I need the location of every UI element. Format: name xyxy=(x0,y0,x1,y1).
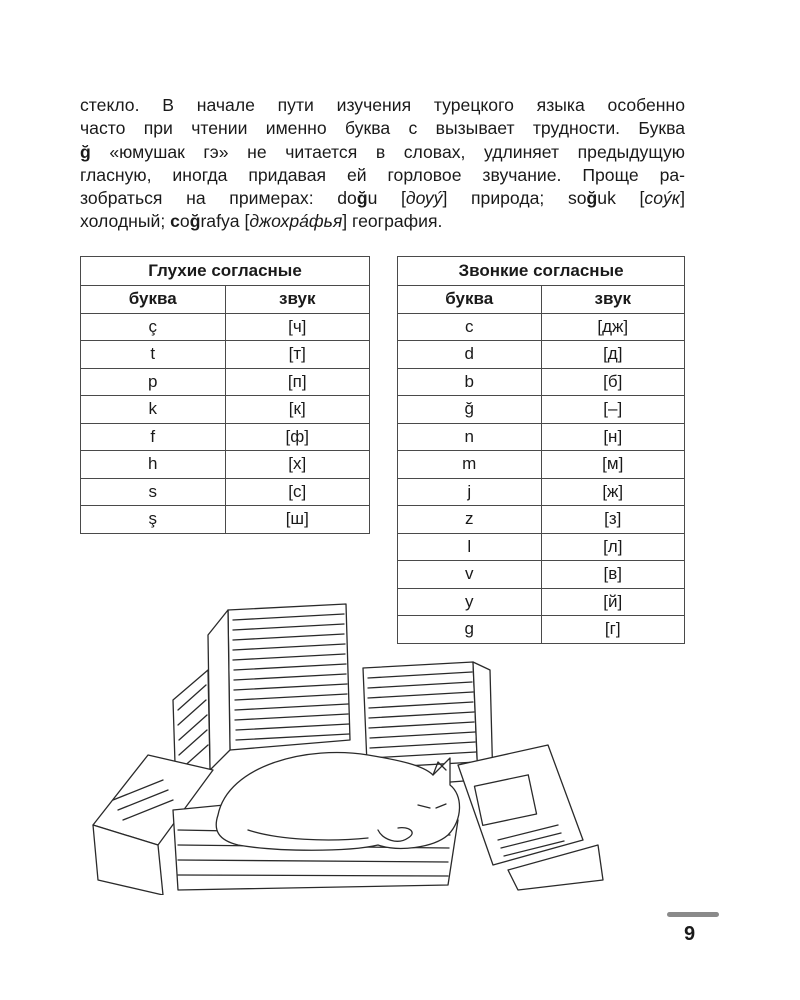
sound-cell: [в] xyxy=(541,561,685,589)
table-row xyxy=(81,478,370,506)
voiced-consonants-table xyxy=(397,256,685,644)
letter-cell: c xyxy=(398,313,542,341)
column-header-sound: звук xyxy=(225,286,370,314)
bold-letter: ğ xyxy=(189,211,201,232)
column-header-sound: звук xyxy=(541,286,685,314)
letter-cell: f xyxy=(81,423,226,451)
text-part: ] xyxy=(680,188,685,209)
table-row xyxy=(81,423,370,451)
table-row xyxy=(398,478,685,506)
letter-cell: y xyxy=(398,588,542,616)
table-row xyxy=(398,368,685,396)
table-caption: Глухие согласные xyxy=(81,257,370,286)
text-part: зобраться на примерах: do xyxy=(80,188,357,209)
letter-cell: g xyxy=(398,616,542,644)
letter-cell: n xyxy=(398,423,542,451)
sound-cell: [п] xyxy=(225,368,370,396)
sound-cell: [ф] xyxy=(225,423,370,451)
text-line-3 xyxy=(80,141,685,164)
letter-cell: ğ xyxy=(398,396,542,424)
letter-cell: t xyxy=(81,341,226,369)
text-part: u [ xyxy=(367,188,406,209)
sound-cell: [з] xyxy=(541,506,685,534)
sound-cell: [м] xyxy=(541,451,685,479)
table-row xyxy=(398,396,685,424)
letter-cell: b xyxy=(398,368,542,396)
sound-cell: [ш] xyxy=(225,506,370,534)
letter-yumushak-ge: ğ xyxy=(80,141,91,162)
table-row xyxy=(81,451,370,479)
text-part: ] природа; so xyxy=(442,188,587,209)
bold-letter: c xyxy=(170,211,180,232)
sound-cell: [х] xyxy=(225,451,370,479)
letter-cell: p xyxy=(81,368,226,396)
table-row xyxy=(398,561,685,589)
table-row xyxy=(81,313,370,341)
table-row xyxy=(81,368,370,396)
letter-cell: l xyxy=(398,533,542,561)
letter-cell: k xyxy=(81,396,226,424)
sound-cell: [дж] xyxy=(541,313,685,341)
text-line-2: часто при чтении именно буква с вызывает трудности. Буква xyxy=(80,118,685,139)
letter-cell: m xyxy=(398,451,542,479)
table-row xyxy=(398,506,685,534)
page-number: 9 xyxy=(684,923,696,945)
letter-cell: h xyxy=(81,451,226,479)
sound-cell: [ч] xyxy=(225,313,370,341)
letter-cell: ş xyxy=(81,506,226,534)
table-row xyxy=(81,341,370,369)
transcription: доуý xyxy=(405,188,443,209)
page-number-bar xyxy=(667,912,719,917)
sound-cell: [к] xyxy=(225,396,370,424)
text-line-1: стекло. В начале пути изучения турецкого языка особенно xyxy=(80,95,685,115)
bold-letter: ğ xyxy=(356,188,368,209)
voiceless-consonants-table xyxy=(80,256,370,534)
text-part: uk [ xyxy=(597,188,645,209)
table-row xyxy=(81,396,370,424)
column-header-letter: буква xyxy=(81,286,226,314)
text-line-6 xyxy=(80,210,685,233)
transcription: соýк xyxy=(644,188,681,209)
sound-cell: [т] xyxy=(225,341,370,369)
letter-cell: j xyxy=(398,478,542,506)
sound-cell: [й] xyxy=(541,588,685,616)
table-row xyxy=(398,423,685,451)
sound-cell: [л] xyxy=(541,533,685,561)
transcription: джохрáфья xyxy=(249,211,343,232)
sound-cell: [д] xyxy=(541,341,685,369)
table-caption: Звонкие согласные xyxy=(398,257,685,286)
cat-on-books-illustration xyxy=(78,590,608,895)
text-line-4: гласную, иногда придавая ей горловое звучание. Проще ра- xyxy=(80,164,685,185)
sound-cell: [–] xyxy=(541,396,685,424)
sound-cell: [н] xyxy=(541,423,685,451)
text-line-5 xyxy=(80,187,685,210)
sound-cell: [ж] xyxy=(541,478,685,506)
letter-cell: s xyxy=(81,478,226,506)
sound-cell: [г] xyxy=(541,616,685,644)
text-part: rafya [ xyxy=(200,211,250,232)
sound-cell: [с] xyxy=(225,478,370,506)
text-part: ] география. xyxy=(342,211,443,232)
text-line-3-rest: «юмушак гэ» не читается в словах, удлиняет предыдущую xyxy=(90,141,685,162)
sound-cell: [б] xyxy=(541,368,685,396)
letter-cell: ç xyxy=(81,313,226,341)
text-part: o xyxy=(179,211,190,232)
letter-cell: z xyxy=(398,506,542,534)
table-row xyxy=(398,313,685,341)
text-part: холодный; xyxy=(80,211,171,232)
table-row xyxy=(398,451,685,479)
letter-cell: d xyxy=(398,341,542,369)
bold-letter: ğ xyxy=(586,188,598,209)
column-header-letter: буква xyxy=(398,286,542,314)
table-row xyxy=(81,506,370,534)
letter-cell: v xyxy=(398,561,542,589)
body-text xyxy=(80,94,685,234)
table-row xyxy=(398,341,685,369)
document-right xyxy=(458,745,603,890)
table-row xyxy=(398,533,685,561)
